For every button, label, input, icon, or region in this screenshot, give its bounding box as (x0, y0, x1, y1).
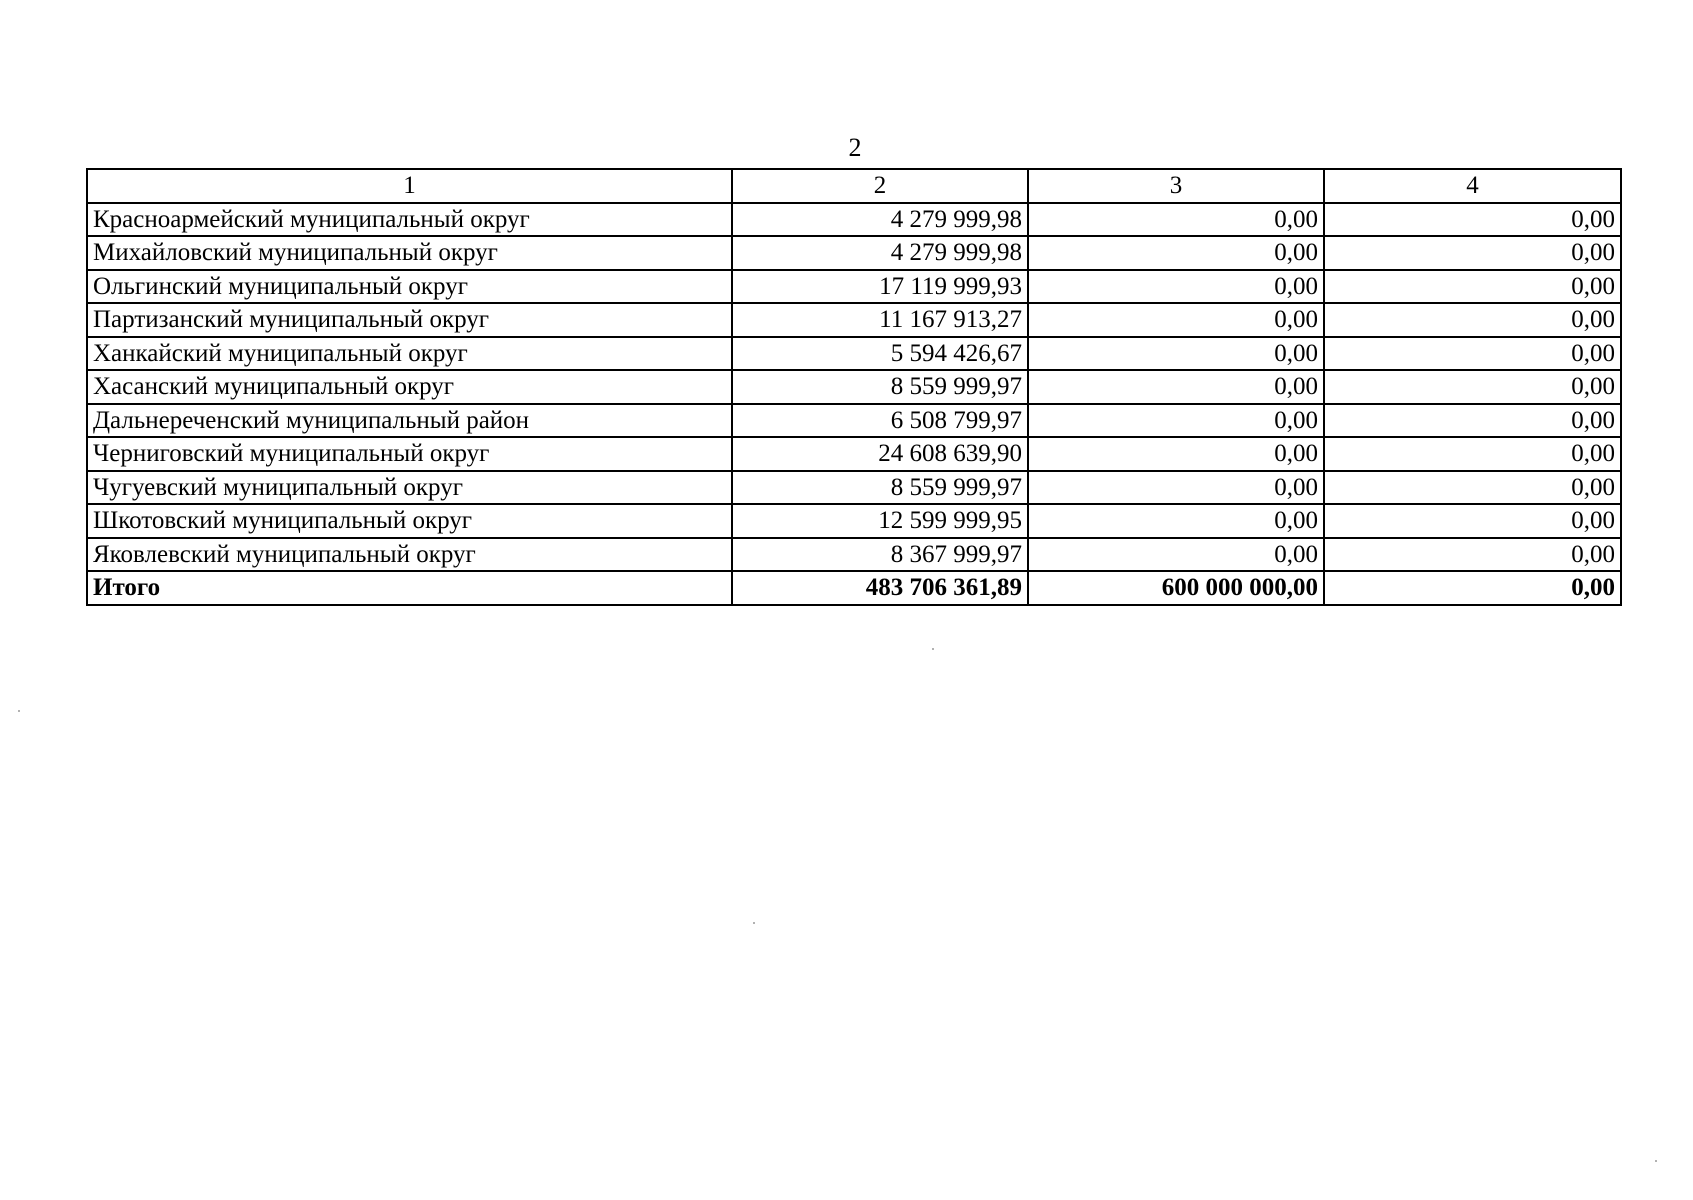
municipality-name: Яковлевский муниципальный округ (87, 538, 732, 572)
table-row (87, 471, 1621, 505)
scan-speck (753, 922, 755, 924)
table-row (87, 404, 1621, 438)
total-column-4: 0,00 (1324, 571, 1621, 605)
column-number-2: 2 (732, 169, 1028, 203)
page-number: 2 (848, 133, 862, 162)
municipality-name: Хасанский муниципальный округ (87, 370, 732, 404)
amount-column-2: 8 559 999,97 (732, 471, 1028, 505)
table-row (87, 437, 1621, 471)
scan-speck (932, 648, 934, 650)
amount-column-4: 0,00 (1324, 504, 1621, 538)
amount-column-2: 4 279 999,98 (732, 203, 1028, 237)
municipality-name: Шкотовский муниципальный округ (87, 504, 732, 538)
column-number-3: 3 (1028, 169, 1324, 203)
amount-column-4: 0,00 (1324, 404, 1621, 438)
amount-column-4: 0,00 (1324, 370, 1621, 404)
amount-column-2: 8 367 999,97 (732, 538, 1028, 572)
amount-column-4: 0,00 (1324, 203, 1621, 237)
municipality-name: Чугуевский муниципальный округ (87, 471, 732, 505)
municipality-name: Красноармейский муниципальный округ (87, 203, 732, 237)
column-number-4: 4 (1324, 169, 1621, 203)
amount-column-3: 0,00 (1028, 471, 1324, 505)
amount-column-2: 8 559 999,97 (732, 370, 1028, 404)
table-row (87, 504, 1621, 538)
amount-column-4: 0,00 (1324, 437, 1621, 471)
total-row (87, 571, 1621, 605)
amount-column-2: 12 599 999,95 (732, 504, 1028, 538)
municipality-name: Михайловский муниципальный округ (87, 236, 732, 270)
amount-column-2: 5 594 426,67 (732, 337, 1028, 371)
amount-column-3: 0,00 (1028, 437, 1324, 471)
table-row (87, 370, 1621, 404)
amount-column-4: 0,00 (1324, 471, 1621, 505)
amount-column-4: 0,00 (1324, 303, 1621, 337)
table-row (87, 303, 1621, 337)
amount-column-4: 0,00 (1324, 538, 1621, 572)
amount-column-3: 0,00 (1028, 203, 1324, 237)
allocation-table (86, 168, 1622, 606)
amount-column-2: 4 279 999,98 (732, 236, 1028, 270)
municipality-name: Дальнереченский муниципальный район (87, 404, 732, 438)
amount-column-3: 0,00 (1028, 404, 1324, 438)
table-row (87, 538, 1621, 572)
amount-column-3: 0,00 (1028, 303, 1324, 337)
municipality-name: Черниговский муниципальный округ (87, 437, 732, 471)
scan-speck (1655, 1160, 1657, 1162)
amount-column-3: 0,00 (1028, 504, 1324, 538)
total-column-2: 483 706 361,89 (732, 571, 1028, 605)
table-row (87, 270, 1621, 304)
total-label: Итого (87, 571, 732, 605)
table-row (87, 337, 1621, 371)
amount-column-3: 0,00 (1028, 538, 1324, 572)
table-row (87, 236, 1621, 270)
amount-column-3: 0,00 (1028, 270, 1324, 304)
column-number-1: 1 (87, 169, 732, 203)
amount-column-4: 0,00 (1324, 270, 1621, 304)
municipality-name: Ханкайский муниципальный округ (87, 337, 732, 371)
amount-column-2: 11 167 913,27 (732, 303, 1028, 337)
amount-column-2: 6 508 799,97 (732, 404, 1028, 438)
amount-column-2: 24 608 639,90 (732, 437, 1028, 471)
column-number-row (87, 169, 1621, 203)
amount-column-3: 0,00 (1028, 370, 1324, 404)
amount-column-2: 17 119 999,93 (732, 270, 1028, 304)
municipality-name: Ольгинский муниципальный округ (87, 270, 732, 304)
amount-column-3: 0,00 (1028, 337, 1324, 371)
amount-column-3: 0,00 (1028, 236, 1324, 270)
amount-column-4: 0,00 (1324, 236, 1621, 270)
total-column-3: 600 000 000,00 (1028, 571, 1324, 605)
municipality-name: Партизанский муниципальный округ (87, 303, 732, 337)
amount-column-4: 0,00 (1324, 337, 1621, 371)
table-row (87, 203, 1621, 237)
scan-speck (18, 710, 20, 712)
